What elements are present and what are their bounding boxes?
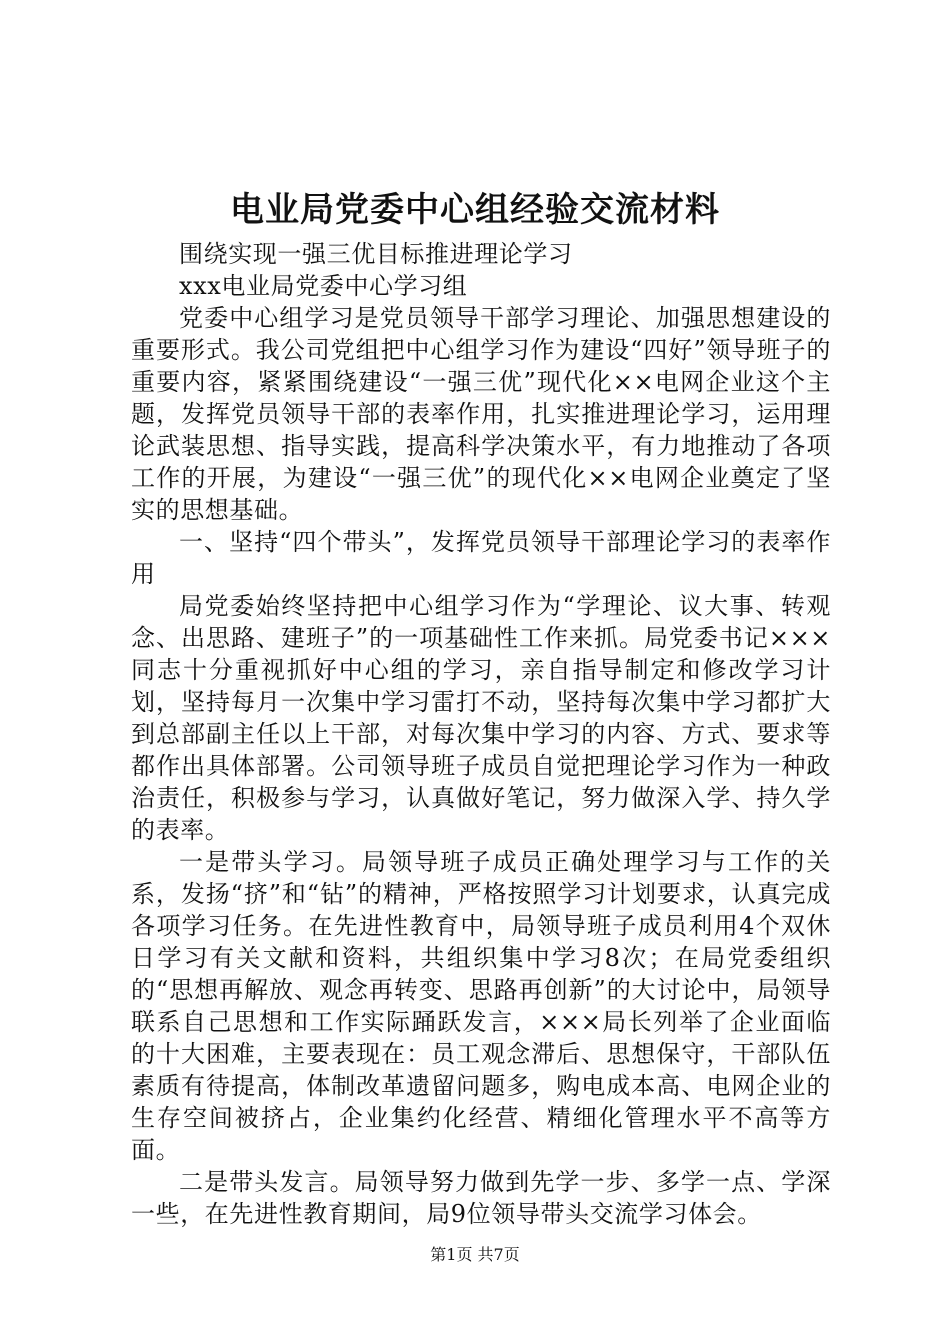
subtitle: 围绕实现一强三优目标推进理论学习: [179, 240, 573, 268]
document-title: 电业局党委中心组经验交流材料: [230, 190, 720, 230]
paragraph-point-1: 一是带头学习。局领导班子成员正确处理学习与工作的关系，发扬“挤”和“钻”的精神，严格按照学习计划要求，认真完成各项学习任务。在先进性教育中，局领导班子成员利用4个双休日学习有关文献和资料，共组织集中学习8次；在局党委组织的“思想再解放、观念再转变、思路再创新”的大讨论中，局领导联系自己思想和工作实际踊跃发言，×××局长列举了企业面临的十大困难，主要表现在：员工观念滞后、思想保守，干部队伍素质有待提高，体制改革遗留问题多，购电成本高、电网企业的生存空间被挤占，企业集约化经营、精细化管理水平不高等方面。: [131, 848, 831, 1164]
paragraph-point-2: 二是带头发言。局领导努力做到先学一步、多学一点、学深一些，在先进性教育期间，局9位领导带头交流学习体会。: [131, 1168, 831, 1228]
document-body: [131, 238, 831, 1230]
section-heading-1: 一、坚持“四个带头”，发挥党员领导干部理论学习的表率作用: [131, 528, 831, 588]
paragraph-section-1: 局党委始终坚持把中心组学习作为“学理论、议大事、转观念、出思路、建班子”的一项基础性工作来抓。局党委书记×××同志十分重视抓好中心组的学习，亲自指导制定和修改学习计划，坚持每月一次集中学习雷打不动，坚持每次集中学习都扩大到总部副主任以上干部，对每次集中学习的内容、方式、要求等都作出具体部署。公司领导班子成员自觉把理论学习作为一种政治责任，积极参与学习，认真做好笔记，努力做深入学、持久学的表率。: [131, 592, 831, 844]
page-number-footer: 第1页 共7页: [430, 1245, 520, 1264]
author-line: xxx电业局党委中心学习组: [179, 272, 468, 300]
paragraph-intro: 党委中心组学习是党员领导干部学习理论、加强思想建设的重要形式。我公司党组把中心组学习作为建设“四好”领导班子的重要内容，紧紧围绕建设“一强三优”现代化××电网企业这个主题，发挥党员领导干部的表率作用，扎实推进理论学习，运用理论武装思想、指导实践，提高科学决策水平，有力地推动了各项工作的开展，为建设“一强三优”的现代化××电网企业奠定了坚实的思想基础。: [131, 304, 831, 524]
